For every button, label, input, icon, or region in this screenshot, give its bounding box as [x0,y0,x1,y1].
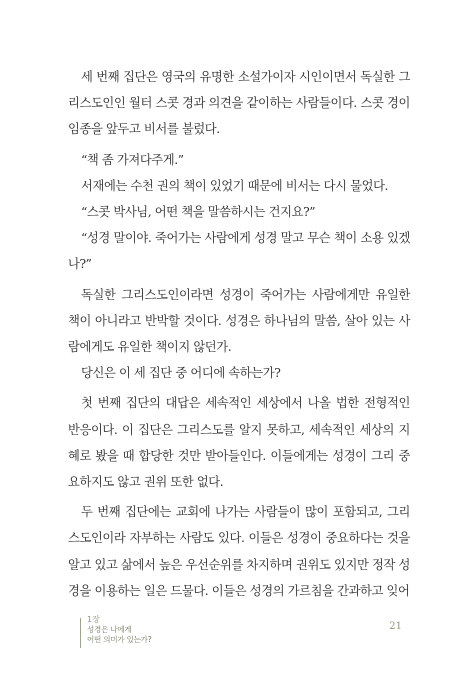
running-footer [87,614,152,645]
paragraph-4: “스콧 박사님, 어떤 책을 말씀하시는 건지요?” [81,205,316,220]
footer-title-line-2: 어떤 의미가 있는가? [87,635,152,644]
paragraph-1: 세 번째 집단은 영국의 유명한 소설가이자 시인이면서 독실한 그리스도인인 월터 스콧 경과 의견을 같이하는 사람들이다. 스콧 경이 임종을 앞두고 비서를 불렀다. [68,70,410,137]
paragraph-3: 서재에는 수천 권의 책이 있었기 때문에 비서는 다시 물었다. [81,178,389,193]
paragraph-6: 독실한 그리스도인이라면 성경이 죽어가는 사람에게만 유일한 책이 아니라고 반박할 것이다. 성경은 하나님의 말씀, 살아 있는 사람에게도 유일한 책이지 않던가. [68,287,410,355]
paragraph-9: 두 번째 집단에는 교회에 나가는 사람들이 많이 포함되고, 그리스도인이라 자부하는 사람도 있다. 이들은 성경이 중요하다는 것을 알고 있고 삶에서 높은 우선순위를 차지하며 권위도 있지만 정작 성경을 이용하는 일은 드물다. 이들은 성경의 가르침을 간과하고 잊어 [68,505,410,598]
footer-divider [80,618,81,648]
paragraph-5: “성경 말이야. 죽어가는 사람에게 성경 말고 무슨 책이 소용 있겠나?” [68,231,410,272]
paragraph-8: 첫 번째 집단의 대답은 세속적인 세상에서 나올 법한 전형적인 반응이다. 이 집단은 그리스도를 알지 못하고, 세속적인 세상의 지혜로 봤을 때 합당한 것만 받아들인다. 이들에게는 성경이 그리 중요하지도 않고 권위 또한 없다. [68,396,410,490]
footer-chapter: 1장 [87,615,100,624]
paragraph-2: “책 좀 가져다주게.” [81,152,184,167]
page-number: 21 [389,621,402,632]
footer-title-line-1: 성경은 나에게 [87,625,132,634]
paragraph-7: 당신은 이 세 집단 중 어디에 속하는가? [81,366,281,381]
body-text [68,64,410,604]
